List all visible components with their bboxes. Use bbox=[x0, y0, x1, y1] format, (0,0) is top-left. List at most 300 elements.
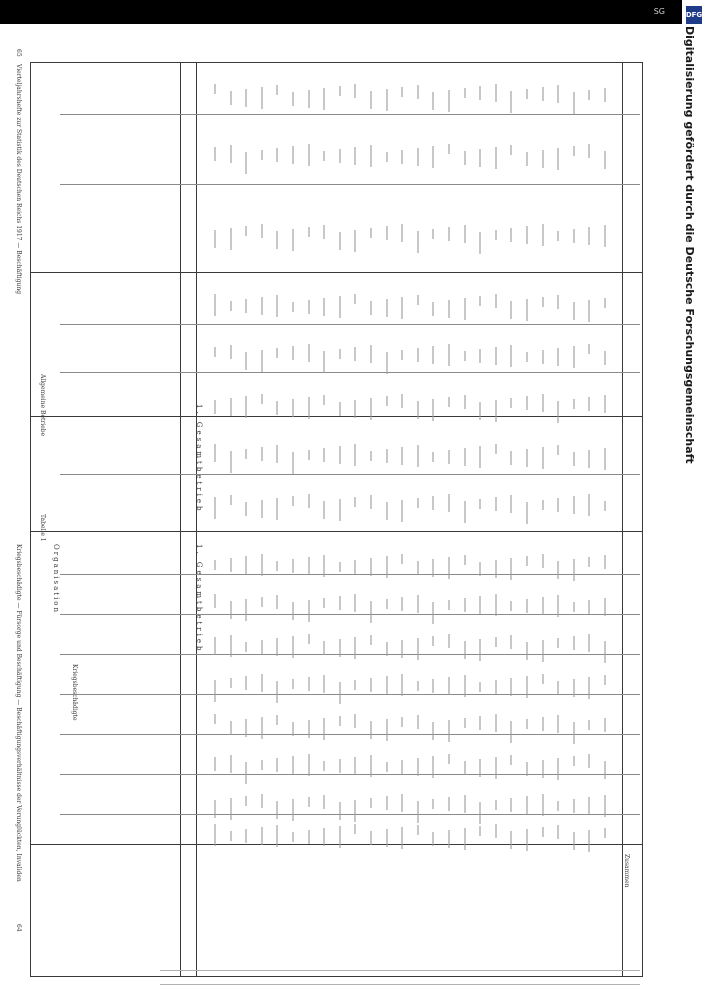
illegible-cell-mark bbox=[245, 352, 247, 370]
illegible-cell-mark bbox=[401, 554, 403, 564]
illegible-cell-mark bbox=[308, 494, 310, 508]
illegible-cell-mark bbox=[495, 824, 497, 838]
illegible-cell-mark bbox=[354, 147, 356, 165]
illegible-cell-mark bbox=[604, 298, 606, 308]
illegible-cell-mark bbox=[339, 562, 341, 572]
illegible-cell-mark bbox=[557, 825, 559, 839]
table-rule-top bbox=[30, 62, 642, 63]
illegible-cell-mark bbox=[557, 715, 559, 733]
illegible-cell-mark bbox=[386, 352, 388, 374]
illegible-cell-mark bbox=[604, 641, 606, 663]
illegible-cell-mark bbox=[323, 501, 325, 519]
illegible-cell-mark bbox=[573, 602, 575, 612]
illegible-cell-mark bbox=[573, 92, 575, 114]
illegible-cell-mark bbox=[386, 152, 388, 162]
illegible-cell-mark bbox=[495, 560, 497, 578]
illegible-cell-mark bbox=[370, 228, 372, 238]
illegible-cell-mark bbox=[542, 394, 544, 412]
illegible-cell-mark bbox=[526, 762, 528, 776]
illegible-cell-mark bbox=[261, 674, 263, 692]
right-group-label: 1. Gesamtbetrieb bbox=[195, 404, 203, 514]
illegible-cell-mark bbox=[261, 224, 263, 238]
illegible-cell-mark bbox=[417, 715, 419, 729]
page-fold-divider bbox=[30, 531, 642, 532]
illegible-cell-mark bbox=[604, 88, 606, 102]
illegible-cell-mark bbox=[464, 795, 466, 813]
illegible-cell-mark bbox=[339, 759, 341, 773]
illegible-cell-mark bbox=[495, 400, 497, 422]
illegible-cell-mark bbox=[557, 595, 559, 617]
illegible-cell-mark bbox=[354, 594, 356, 612]
illegible-cell-mark bbox=[308, 300, 310, 314]
column-divider bbox=[60, 474, 640, 475]
illegible-cell-mark bbox=[479, 402, 481, 420]
illegible-cell-mark bbox=[323, 598, 325, 608]
illegible-cell-mark bbox=[542, 717, 544, 731]
illegible-cell-mark bbox=[214, 84, 216, 94]
illegible-cell-mark bbox=[292, 722, 294, 736]
illegible-cell-mark bbox=[542, 760, 544, 778]
illegible-cell-mark bbox=[230, 678, 232, 688]
illegible-cell-mark bbox=[339, 499, 341, 521]
illegible-cell-mark bbox=[370, 831, 372, 845]
illegible-cell-mark bbox=[214, 444, 216, 462]
illegible-cell-mark bbox=[448, 90, 450, 112]
illegible-cell-mark bbox=[479, 759, 481, 777]
illegible-cell-mark bbox=[292, 679, 294, 689]
illegible-cell-mark bbox=[557, 638, 559, 648]
illegible-cell-mark bbox=[370, 398, 372, 420]
illegible-cell-mark bbox=[401, 447, 403, 465]
illegible-cell-mark bbox=[214, 230, 216, 248]
total-row-rule bbox=[622, 62, 623, 977]
illegible-cell-mark bbox=[588, 830, 590, 852]
illegible-cell-mark bbox=[308, 397, 310, 419]
illegible-cell-mark bbox=[526, 449, 528, 467]
illegible-cell-mark bbox=[479, 639, 481, 661]
illegible-cell-mark bbox=[261, 554, 263, 576]
illegible-cell-mark bbox=[386, 676, 388, 694]
illegible-cell-mark bbox=[573, 636, 575, 650]
illegible-cell-mark bbox=[261, 447, 263, 461]
illegible-cell-mark bbox=[417, 681, 419, 691]
illegible-cell-mark bbox=[370, 755, 372, 777]
illegible-cell-mark bbox=[323, 795, 325, 809]
illegible-cell-mark bbox=[339, 296, 341, 318]
illegible-cell-mark bbox=[510, 145, 512, 155]
illegible-cell-mark bbox=[464, 641, 466, 659]
illegible-cell-mark bbox=[557, 401, 559, 423]
column-divider bbox=[60, 114, 640, 115]
illegible-cell-mark bbox=[432, 302, 434, 316]
illegible-cell-mark bbox=[386, 89, 388, 111]
illegible-cell-mark bbox=[401, 827, 403, 849]
illegible-cell-mark bbox=[604, 598, 606, 616]
total-row-label: Zusammen bbox=[623, 854, 630, 888]
illegible-cell-mark bbox=[542, 794, 544, 816]
left-running-head: Kriegsbeschädigte — Fürsorge und Beschäftigung — Beschäftigungsverhältnisse der Verunglückten, Invaliden bbox=[15, 544, 22, 882]
illegible-cell-mark bbox=[245, 449, 247, 459]
illegible-cell-mark bbox=[604, 718, 606, 732]
illegible-cell-mark bbox=[323, 555, 325, 577]
illegible-cell-mark bbox=[526, 152, 528, 166]
illegible-cell-mark bbox=[417, 148, 419, 166]
illegible-cell-mark bbox=[479, 232, 481, 254]
illegible-cell-mark bbox=[432, 92, 434, 110]
illegible-cell-mark bbox=[557, 801, 559, 811]
illegible-cell-mark bbox=[448, 300, 450, 318]
illegible-cell-mark bbox=[214, 800, 216, 818]
illegible-cell-mark bbox=[261, 87, 263, 109]
illegible-cell-mark bbox=[417, 231, 419, 253]
illegible-cell-mark bbox=[245, 299, 247, 313]
illegible-cell-mark bbox=[573, 302, 575, 320]
illegible-cell-mark bbox=[370, 145, 372, 167]
dfg-logo-icon: DFG bbox=[686, 6, 702, 24]
illegible-cell-mark bbox=[245, 642, 247, 652]
illegible-cell-mark bbox=[588, 720, 590, 730]
illegible-cell-mark bbox=[510, 228, 512, 242]
illegible-cell-mark bbox=[557, 445, 559, 455]
illegible-cell-mark bbox=[386, 719, 388, 741]
illegible-cell-mark bbox=[588, 600, 590, 614]
illegible-cell-mark bbox=[386, 796, 388, 810]
illegible-cell-mark bbox=[339, 446, 341, 464]
illegible-cell-mark bbox=[308, 634, 310, 644]
section-header: Organisation bbox=[52, 544, 60, 615]
illegible-cell-mark bbox=[354, 714, 356, 728]
illegible-cell-mark bbox=[464, 448, 466, 466]
illegible-cell-mark bbox=[339, 639, 341, 657]
illegible-cell-mark bbox=[448, 797, 450, 811]
illegible-cell-mark bbox=[573, 756, 575, 766]
illegible-cell-mark bbox=[464, 88, 466, 98]
illegible-cell-mark bbox=[588, 300, 590, 322]
illegible-cell-mark bbox=[308, 797, 310, 807]
illegible-cell-mark bbox=[245, 599, 247, 621]
column-divider bbox=[60, 774, 640, 775]
illegible-cell-mark bbox=[354, 230, 356, 252]
illegible-cell-mark bbox=[479, 826, 481, 836]
left-group-label: 1. Gesamtbetrieb bbox=[195, 544, 203, 654]
illegible-cell-mark bbox=[386, 299, 388, 317]
illegible-cell-mark bbox=[386, 762, 388, 772]
column-divider bbox=[60, 324, 640, 325]
illegible-cell-mark bbox=[230, 601, 232, 619]
table-rule-bottom bbox=[30, 976, 642, 977]
illegible-cell-mark bbox=[230, 798, 232, 820]
illegible-cell-mark bbox=[386, 449, 388, 463]
illegible-cell-mark bbox=[479, 562, 481, 576]
illegible-cell-mark bbox=[339, 232, 341, 250]
illegible-cell-mark bbox=[323, 828, 325, 846]
illegible-cell-mark bbox=[526, 502, 528, 524]
illegible-cell-mark bbox=[510, 398, 512, 408]
illegible-cell-mark bbox=[245, 226, 247, 236]
illegible-cell-mark bbox=[245, 762, 247, 784]
illegible-cell-mark bbox=[510, 301, 512, 319]
illegible-cell-mark bbox=[276, 498, 278, 520]
illegible-cell-mark bbox=[604, 395, 606, 413]
illegible-cell-mark bbox=[510, 831, 512, 849]
illegible-cell-mark bbox=[245, 89, 247, 107]
illegible-cell-mark bbox=[557, 561, 559, 579]
illegible-cell-mark bbox=[604, 351, 606, 365]
illegible-cell-mark bbox=[354, 347, 356, 361]
illegible-cell-mark bbox=[604, 151, 606, 169]
illegible-cell-mark bbox=[604, 828, 606, 838]
illegible-cell-mark bbox=[510, 721, 512, 743]
illegible-cell-mark bbox=[370, 451, 372, 461]
illegible-cell-mark bbox=[323, 395, 325, 405]
illegible-cell-mark bbox=[401, 224, 403, 242]
illegible-cell-mark bbox=[276, 595, 278, 609]
illegible-cell-mark bbox=[479, 349, 481, 363]
illegible-cell-mark bbox=[230, 755, 232, 773]
illegible-cell-mark bbox=[495, 347, 497, 365]
illegible-cell-mark bbox=[573, 799, 575, 813]
column-divider bbox=[30, 272, 642, 273]
illegible-cell-mark bbox=[370, 601, 372, 623]
illegible-cell-mark bbox=[354, 800, 356, 822]
illegible-cell-mark bbox=[432, 799, 434, 809]
illegible-cell-mark bbox=[557, 148, 559, 170]
illegible-cell-mark bbox=[526, 89, 528, 99]
illegible-cell-mark bbox=[588, 677, 590, 699]
illegible-cell-mark bbox=[495, 294, 497, 308]
illegible-cell-mark bbox=[495, 147, 497, 169]
illegible-cell-mark bbox=[323, 351, 325, 373]
illegible-cell-mark bbox=[401, 597, 403, 611]
illegible-cell-mark bbox=[479, 716, 481, 730]
illegible-cell-mark bbox=[308, 600, 310, 622]
illegible-cell-mark bbox=[230, 558, 232, 572]
illegible-cell-mark bbox=[261, 794, 263, 808]
table-label: Tabelle 1 bbox=[39, 514, 46, 542]
illegible-cell-mark bbox=[526, 396, 528, 410]
illegible-cell-mark bbox=[308, 754, 310, 776]
illegible-cell-mark bbox=[386, 642, 388, 656]
illegible-cell-mark bbox=[604, 761, 606, 779]
illegible-cell-mark bbox=[495, 497, 497, 511]
illegible-cell-mark bbox=[526, 719, 528, 729]
illegible-cell-mark bbox=[588, 634, 590, 652]
illegible-cell-mark bbox=[464, 598, 466, 612]
right-running-head: Vierteljahrshefte zur Statistik des Deutschen Reichs 1917 — Beschäftigung bbox=[15, 64, 22, 295]
illegible-cell-mark bbox=[261, 394, 263, 404]
scanned-table-page bbox=[0, 24, 682, 1000]
illegible-cell-mark bbox=[323, 88, 325, 110]
illegible-cell-mark bbox=[370, 678, 372, 692]
illegible-cell-mark bbox=[276, 401, 278, 415]
illegible-cell-mark bbox=[354, 444, 356, 466]
illegible-cell-mark bbox=[448, 227, 450, 241]
illegible-cell-mark bbox=[276, 681, 278, 703]
illegible-cell-mark bbox=[557, 681, 559, 695]
illegible-cell-mark bbox=[557, 498, 559, 512]
illegible-cell-mark bbox=[245, 676, 247, 690]
illegible-cell-mark bbox=[370, 558, 372, 576]
illegible-cell-mark bbox=[261, 760, 263, 770]
illegible-cell-mark bbox=[308, 90, 310, 108]
illegible-cell-mark bbox=[308, 144, 310, 166]
illegible-cell-mark bbox=[417, 561, 419, 575]
column-divider bbox=[60, 574, 640, 575]
footer-rule bbox=[160, 984, 640, 985]
illegible-cell-mark bbox=[432, 636, 434, 646]
illegible-cell-mark bbox=[448, 397, 450, 407]
illegible-cell-mark bbox=[604, 795, 606, 817]
illegible-cell-mark bbox=[276, 758, 278, 772]
illegible-cell-mark bbox=[573, 496, 575, 514]
illegible-cell-mark bbox=[214, 680, 216, 702]
right-page-number: 65 bbox=[15, 49, 22, 57]
illegible-cell-mark bbox=[261, 640, 263, 654]
illegible-cell-mark bbox=[542, 350, 544, 364]
column-divider bbox=[30, 416, 642, 417]
illegible-cell-mark bbox=[230, 495, 232, 505]
illegible-cell-mark bbox=[495, 230, 497, 240]
illegible-cell-mark bbox=[339, 596, 341, 610]
illegible-cell-mark bbox=[479, 499, 481, 509]
illegible-cell-mark bbox=[464, 225, 466, 243]
table-border-left bbox=[30, 62, 31, 977]
illegible-cell-mark bbox=[214, 294, 216, 316]
illegible-cell-mark bbox=[417, 401, 419, 419]
illegible-cell-mark bbox=[230, 91, 232, 105]
illegible-cell-mark bbox=[276, 445, 278, 463]
illegible-cell-mark bbox=[448, 720, 450, 742]
illegible-cell-mark bbox=[604, 555, 606, 569]
footer-rule bbox=[160, 970, 640, 971]
illegible-cell-mark bbox=[526, 599, 528, 613]
illegible-cell-mark bbox=[495, 444, 497, 454]
illegible-cell-mark bbox=[214, 637, 216, 655]
illegible-cell-mark bbox=[495, 800, 497, 810]
illegible-cell-mark bbox=[588, 494, 590, 516]
illegible-cell-mark bbox=[323, 225, 325, 239]
illegible-cell-mark bbox=[557, 295, 559, 309]
illegible-cell-mark bbox=[604, 675, 606, 685]
illegible-cell-mark bbox=[386, 556, 388, 578]
illegible-cell-mark bbox=[354, 84, 356, 98]
illegible-cell-mark bbox=[261, 350, 263, 372]
illegible-cell-mark bbox=[292, 602, 294, 620]
illegible-cell-mark bbox=[526, 556, 528, 566]
illegible-cell-mark bbox=[464, 351, 466, 361]
illegible-cell-mark bbox=[417, 498, 419, 508]
illegible-cell-mark bbox=[292, 229, 294, 251]
illegible-cell-mark bbox=[292, 146, 294, 164]
illegible-cell-mark bbox=[432, 399, 434, 421]
illegible-cell-mark bbox=[214, 824, 216, 846]
right-section-label: Allgemeine Betriebe bbox=[39, 374, 46, 437]
illegible-cell-mark bbox=[370, 798, 372, 808]
illegible-cell-mark bbox=[386, 599, 388, 609]
illegible-cell-mark bbox=[542, 447, 544, 469]
illegible-cell-mark bbox=[308, 450, 310, 460]
illegible-cell-mark bbox=[464, 761, 466, 775]
illegible-cell-mark bbox=[573, 679, 575, 697]
column-divider bbox=[60, 814, 640, 815]
illegible-cell-mark bbox=[557, 231, 559, 241]
illegible-cell-mark bbox=[588, 344, 590, 354]
illegible-cell-mark bbox=[370, 635, 372, 645]
illegible-cell-mark bbox=[339, 349, 341, 359]
illegible-cell-mark bbox=[214, 757, 216, 771]
illegible-cell-mark bbox=[230, 721, 232, 735]
illegible-cell-mark bbox=[448, 144, 450, 154]
subheader: Kriegsbeschädigte bbox=[71, 664, 78, 721]
illegible-cell-mark bbox=[588, 227, 590, 245]
illegible-cell-mark bbox=[370, 495, 372, 509]
illegible-cell-mark bbox=[292, 399, 294, 417]
illegible-cell-mark bbox=[495, 680, 497, 694]
illegible-cell-mark bbox=[339, 86, 341, 96]
illegible-cell-mark bbox=[588, 397, 590, 411]
illegible-cell-mark bbox=[308, 557, 310, 575]
illegible-cell-mark bbox=[354, 294, 356, 304]
illegible-cell-mark bbox=[495, 714, 497, 732]
illegible-cell-mark bbox=[339, 149, 341, 163]
illegible-cell-mark bbox=[573, 399, 575, 409]
illegible-cell-mark bbox=[339, 826, 341, 848]
illegible-cell-mark bbox=[464, 501, 466, 523]
column-divider bbox=[60, 694, 640, 695]
column-divider bbox=[60, 734, 640, 735]
illegible-cell-mark bbox=[308, 830, 310, 844]
illegible-cell-mark bbox=[448, 677, 450, 695]
illegible-cell-mark bbox=[214, 147, 216, 161]
illegible-cell-mark bbox=[542, 827, 544, 837]
illegible-cell-mark bbox=[401, 717, 403, 727]
illegible-cell-mark bbox=[526, 352, 528, 362]
illegible-cell-mark bbox=[401, 394, 403, 408]
illegible-cell-mark bbox=[510, 345, 512, 367]
left-page-number: 64 bbox=[15, 924, 22, 932]
illegible-cell-mark bbox=[573, 452, 575, 466]
illegible-cell-mark bbox=[604, 448, 606, 470]
illegible-cell-mark bbox=[510, 798, 512, 812]
illegible-cell-mark bbox=[588, 144, 590, 158]
illegible-cell-mark bbox=[495, 757, 497, 779]
illegible-cell-mark bbox=[417, 801, 419, 823]
digitization-credit-text: Digitalisierung gefördert durch die Deutsche Forschungsgemeinschaft bbox=[683, 26, 696, 464]
illegible-cell-mark bbox=[401, 794, 403, 812]
illegible-cell-mark bbox=[323, 675, 325, 693]
illegible-cell-mark bbox=[276, 561, 278, 571]
illegible-cell-mark bbox=[432, 346, 434, 364]
illegible-cell-mark bbox=[339, 402, 341, 416]
illegible-cell-mark bbox=[292, 832, 294, 842]
illegible-cell-mark bbox=[464, 718, 466, 728]
illegible-cell-mark bbox=[401, 297, 403, 319]
illegible-cell-mark bbox=[542, 640, 544, 662]
illegible-cell-mark bbox=[354, 680, 356, 690]
illegible-cell-mark bbox=[573, 722, 575, 744]
illegible-cell-mark bbox=[573, 832, 575, 850]
column-divider bbox=[60, 654, 640, 655]
illegible-cell-mark bbox=[292, 92, 294, 106]
illegible-cell-mark bbox=[214, 400, 216, 414]
illegible-cell-mark bbox=[542, 87, 544, 101]
illegible-cell-mark bbox=[573, 346, 575, 368]
illegible-cell-mark bbox=[464, 395, 466, 409]
illegible-cell-mark bbox=[214, 497, 216, 519]
illegible-cell-mark bbox=[370, 721, 372, 739]
illegible-cell-mark bbox=[495, 594, 497, 616]
illegible-cell-mark bbox=[417, 445, 419, 467]
